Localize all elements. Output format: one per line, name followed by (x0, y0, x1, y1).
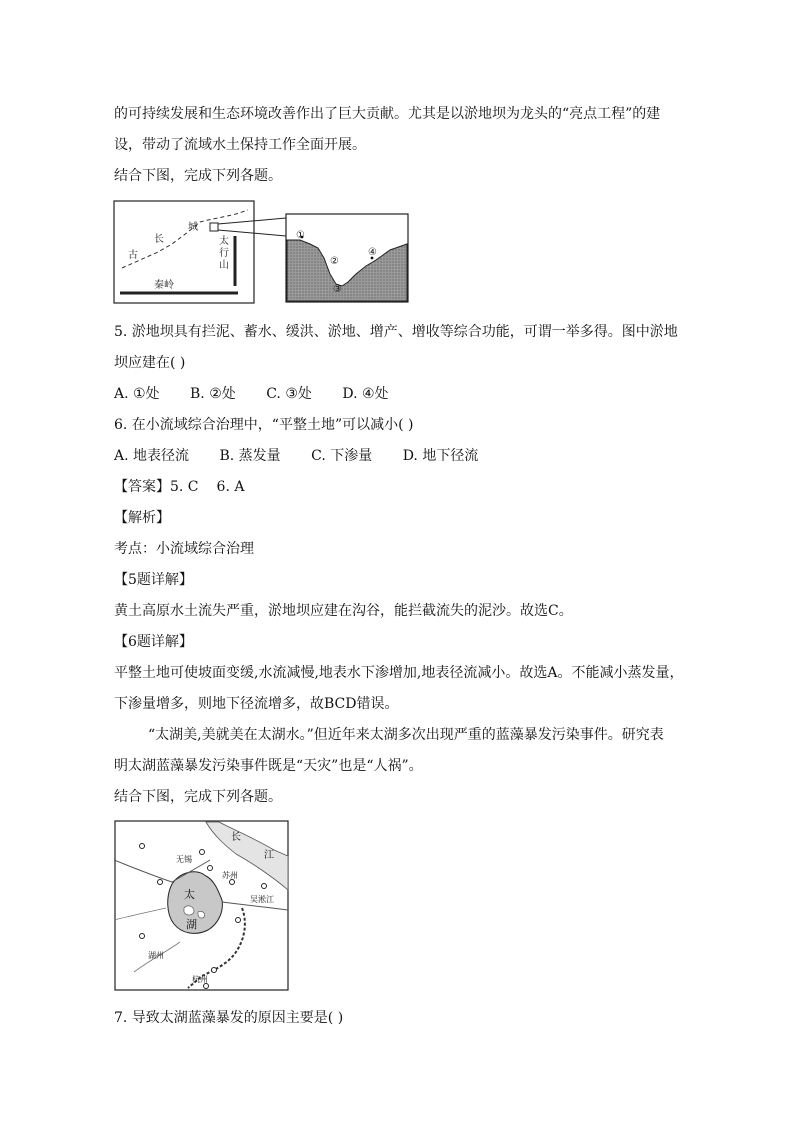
analysis-tag: 【解析】 (114, 510, 170, 526)
marker-3: ③ (333, 284, 342, 295)
label-chang: 长 (231, 832, 241, 843)
city-circle-suzhou (230, 880, 235, 885)
figure1-map-and-section (110, 198, 412, 306)
answer-5: 5. C (170, 479, 199, 495)
lake-island-1 (184, 906, 194, 915)
q7-stem: 7. 导致太湖蓝藻暴发的原因主要是( ) (114, 1010, 344, 1026)
city-circle-west (158, 880, 163, 885)
label-gu: 古 (128, 250, 138, 261)
city-circle-north (208, 866, 213, 871)
kaodian-line: 考点：小流域综合治理 (114, 541, 254, 557)
label-taihang-3: 山 (219, 260, 229, 271)
figure2-taihu-map (114, 820, 290, 992)
q6-detail-text-2: 下渗量增多，则地下径流增多，故BCD错误。 (114, 696, 399, 712)
label-suzhou: 苏州 (222, 871, 238, 880)
q5-detail-text: 黄土高原水土流失严重，淤地坝应建在沟谷，能拦截流失的泥沙。故选C。 (114, 603, 573, 619)
q6-stem: 6. 在小流域综合治理中，“平整土地”可以减小( ) (114, 417, 414, 433)
q5-stem-line-2: 坝应建在( ) (114, 355, 186, 371)
taihu-line-2: 明太湖蓝藻暴发污染事件既是“天灾”也是“人祸”。 (114, 758, 423, 774)
answer-line (114, 477, 244, 497)
label-hangzhou: 杭州 (192, 975, 208, 984)
label-taihang-1: 太 (219, 236, 229, 247)
site-marker-square (210, 223, 218, 231)
city-circle-huzhou (140, 934, 145, 939)
q5-option-c: C. ③处 (266, 386, 312, 402)
label-cheng: 城 (188, 222, 198, 233)
label-hu: 湖 (186, 918, 197, 931)
q6-detail-text-1: 平整土地可使坡面变缓,水流减慢,地表水下渗增加,地表径流减小。故选A。不能减小蒸发量， (114, 665, 684, 681)
label-huzhou: 湖州 (148, 951, 164, 960)
q6-option-a: A. 地表径流 (114, 448, 190, 464)
label-wusongjiang: 吴淞江 (250, 895, 274, 904)
taihu-line-1: “太湖美,美就美在太湖水。”但近年来太湖多次出现严重的蓝藻暴发污染事件。研究表 (148, 727, 664, 743)
q6-option-b: B. 蒸发量 (219, 448, 281, 464)
figure1-prompt: 结合下图，完成下列各题。 (114, 168, 282, 184)
q6-detail-tag: 【6题详解】 (114, 634, 193, 650)
answer-6: 6. A (216, 479, 245, 495)
label-jiang: 江 (264, 850, 274, 861)
city-circle-east (262, 884, 267, 889)
marker-2: ② (330, 256, 339, 267)
q5-option-a: A. ①处 (114, 386, 160, 402)
label-wuxi: 无锡 (176, 855, 192, 864)
q5-option-d: D. ④处 (342, 386, 389, 402)
label-tai: 太 (184, 888, 195, 901)
marker-1: ① (296, 230, 305, 241)
q6-options (114, 446, 478, 466)
q5-stem-line-1: 5. 淤地坝具有拦泥、蓄水、缓洪、淤地、增产、增收等综合功能，可谓一举多得。图中淤地 (114, 324, 678, 340)
marker-4: ④ (368, 247, 377, 258)
city-circle-se (236, 918, 241, 923)
q5-options (114, 384, 389, 404)
q6-option-d: D. 地下径流 (402, 448, 479, 464)
city-circle-jiaxing (212, 968, 217, 973)
city-circle-hangzhou (204, 984, 209, 989)
city-circle-wuxi (200, 850, 205, 855)
answer-tag: 【答案】 (114, 479, 170, 495)
q5-detail-tag: 【5题详解】 (114, 572, 193, 588)
label-qinling: 秦岭 (154, 280, 174, 291)
city-circle-nw (140, 844, 145, 849)
lake-island-2 (198, 911, 205, 918)
intro-line-2: 设，带动了流域水土保持工作全面开展。 (114, 137, 366, 153)
figure2-prompt: 结合下图，完成下列各题。 (114, 789, 282, 805)
q6-option-c: C. 下渗量 (311, 448, 373, 464)
intro-line-1: 的可持续发展和生态环境改善作出了巨大贡献。尤其是以淤地坝为龙头的“亮点工程”的建 (114, 106, 661, 122)
label-chang: 长 (154, 234, 164, 245)
q5-option-b: B. ②处 (190, 386, 236, 402)
label-taihang-2: 行 (219, 248, 229, 259)
